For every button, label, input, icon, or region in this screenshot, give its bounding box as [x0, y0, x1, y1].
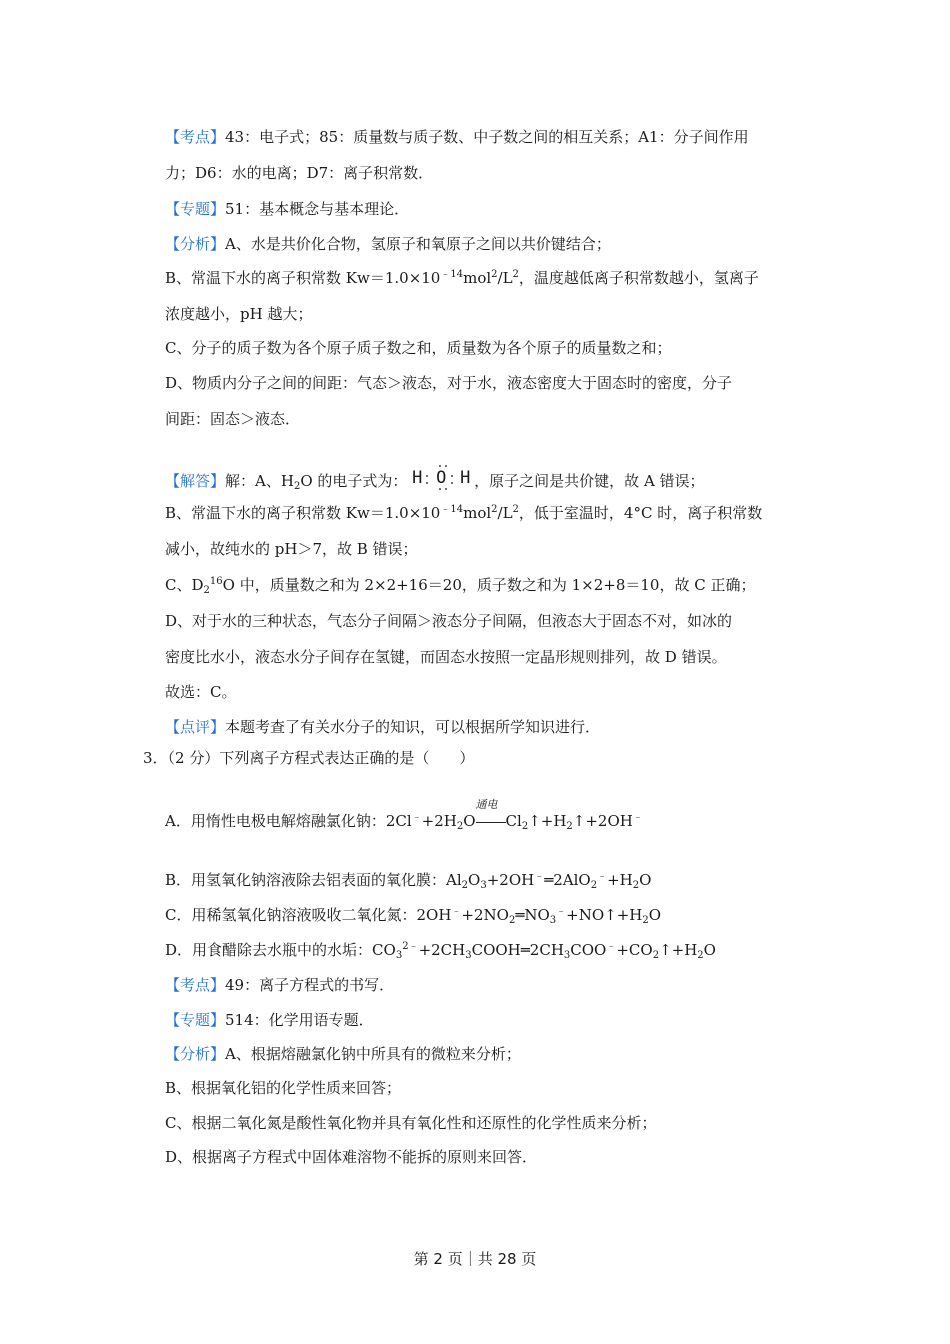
jieda-c-text: C、D	[165, 576, 204, 594]
q3-zhuanti-line	[165, 1010, 374, 1030]
option-b-text: B．用氢氧化钠溶液除去铝表面的氧化膜：Al	[165, 871, 462, 889]
subscript: 2	[456, 821, 464, 832]
subscript: 2	[203, 585, 210, 596]
charge: 2﹣	[402, 941, 419, 952]
exponent: 2	[512, 269, 519, 280]
formula-part: +CO	[616, 941, 653, 959]
q3-fenxi-line-a	[165, 1044, 521, 1064]
formula-part: +2OH	[486, 871, 535, 889]
formula-part: ═2AlO	[544, 871, 591, 889]
zhuanti-text: 51：基本概念与基本理论．	[225, 200, 410, 218]
formula-part: +H	[607, 871, 633, 889]
subscript: 2	[521, 821, 529, 832]
formula-part: O	[648, 906, 662, 924]
fenxi-line-c: C、分子的质子数为各个原子质子数之和，质量数为各个原子的质量数之和；	[165, 339, 672, 357]
jieda-line-b2: 减小，故纯水的 pH＞7，故 B 错误；	[165, 540, 418, 558]
subscript: 3	[480, 880, 487, 891]
subscript: 3	[563, 950, 571, 961]
subscript: 3	[465, 950, 472, 961]
option-c-text: C．用稀氢氧化钠溶液吸收二氧化氮：2OH	[165, 906, 452, 924]
option-d-text: D．用食醋除去水瓶中的水垢：CO	[165, 941, 396, 959]
q3-kaodian-line	[165, 975, 394, 995]
charge: ﹣	[411, 812, 422, 823]
subscript: 2	[590, 880, 598, 891]
jieda-line-d2: 密度比水小，液态水分子间存在氢键，而固态水按照一定晶形规则排列，故 D 错误。	[165, 648, 727, 666]
charge: ﹣	[451, 906, 462, 917]
lewis-h-right: H	[460, 468, 471, 488]
fenxi-line-d2: 间距：固态＞液态．	[165, 410, 301, 428]
jieda-c-tail: O 中，质量数之和为 2×2+16＝20，质子数之和为 1×2+8＝10，故 C 正确；	[222, 576, 756, 594]
charge: ﹣	[534, 871, 545, 882]
subscript: 2	[697, 950, 704, 961]
kaodian-text: 43：电子式；85：质量数与质子数、中子数之间的相互关系；A1：分子间作用	[225, 128, 749, 146]
unit-text: /L	[497, 269, 513, 287]
fenxi-b1-text: B、常温下水的离子积常数 Kw＝1.0×10	[165, 269, 441, 287]
dianping-text: 本题考查了有关水分子的知识，可以根据所学知识进行．	[225, 718, 601, 736]
option-b	[165, 870, 651, 890]
formula-part: COOH═2CH	[471, 941, 564, 959]
unit-text: mol	[463, 504, 492, 522]
formula-part: COO	[570, 941, 607, 959]
jieda-b1-text: B、常温下水的离子积常数 Kw＝1.0×10	[165, 504, 441, 522]
fenxi-line-d1: D、物质内分子之间的间距：气态＞液态，对于水，液态密度大于固态时的密度，分子	[165, 374, 733, 392]
subscript: 3	[549, 915, 557, 926]
formula-part: +2CH	[418, 941, 466, 959]
water-lewis-structure	[412, 467, 474, 491]
fenxi-b1-tail: ，温度越低离子积常数越小，氢离子	[518, 269, 759, 287]
subscript: 2	[293, 481, 301, 492]
formula-part: +2H	[421, 812, 457, 830]
option-a	[165, 798, 643, 832]
question-3-stem: 3．（2 分）下列离子方程式表达正确的是（ ）	[143, 749, 475, 767]
q3-zhuanti-text: 514：化学用语专题．	[225, 1011, 374, 1029]
superscript: 16	[209, 576, 223, 587]
formula-part: ↑+2OH	[572, 812, 633, 830]
subscript: 2	[566, 821, 573, 832]
subscript: 3	[395, 950, 403, 961]
formula-part: +2NO	[461, 906, 509, 924]
condition-label: 通电	[475, 798, 498, 811]
fenxi-a-text: A、水是共价化合物，氢原子和氧原子之间以共价键结合；	[225, 235, 611, 253]
formula-part: ═NO	[515, 906, 550, 924]
formula-part: ↑+H	[528, 812, 567, 830]
q3-fenxi-line-d: D、根据离子方程式中固体难溶物不能拆的原则来回答．	[165, 1148, 538, 1166]
charge: ﹣	[632, 812, 643, 823]
subscript: 2	[642, 915, 649, 926]
jieda-a-text: 解：A、H	[225, 472, 294, 490]
reaction-condition-arrow	[475, 798, 506, 826]
jieda-line-c	[165, 575, 756, 595]
subscript: 2	[461, 880, 469, 891]
kaodian-line-2: 力；D6：水的电离；D7：离子积常数．	[165, 164, 434, 182]
unit-text: /L	[497, 504, 513, 522]
jieda-b1-tail: ，低于室温时，4°C 时，离子积常数	[518, 504, 763, 522]
charge: ﹣	[556, 906, 567, 917]
option-d	[165, 940, 716, 960]
kaodian-tag: 【考点】	[165, 976, 226, 994]
exponent: 2	[491, 269, 498, 280]
fenxi-tag: 【分析】	[165, 1045, 226, 1063]
jieda-tag: 【解答】	[165, 472, 226, 490]
subscript: 2	[652, 950, 660, 961]
dianping-tag: 【点评】	[165, 718, 226, 736]
q3-fenxi-line-b: B、根据氧化铝的化学性质来回答；	[165, 1079, 402, 1097]
q3-fenxi-line-c: C、根据二氧化氮是酸性氧化物并具有氧化性和还原性的化学性质来分析；	[165, 1114, 657, 1132]
guxuan-line: 故选：C。	[165, 683, 237, 701]
formula-part: O	[468, 871, 481, 889]
exponent: 2	[491, 504, 498, 515]
formula-part: O	[639, 871, 652, 889]
zhuanti-tag: 【专题】	[165, 200, 226, 218]
jieda-line-a	[165, 467, 705, 491]
charge: ﹣	[606, 941, 617, 952]
q3-kaodian-text: 49：离子方程式的书写．	[225, 976, 395, 994]
unit-text: mol	[463, 269, 492, 287]
formula-part: O	[463, 812, 476, 830]
exponent: ﹣14	[440, 269, 464, 280]
fenxi-line-b1	[165, 268, 759, 288]
subscript: 2	[508, 915, 516, 926]
lewis-o: O	[436, 468, 447, 488]
q3-fenxi-a-text: A、根据熔融氯化钠中所具有的微粒来分析；	[225, 1045, 521, 1063]
formula-part: +NO↑+H	[566, 906, 643, 924]
charge: ﹣	[597, 871, 608, 882]
fenxi-line-b2: 浓度越小，pH 越大；	[165, 305, 313, 323]
kaodian-line-1	[165, 127, 749, 147]
option-a-text: A．用惰性电极电解熔融氯化钠：2Cl	[165, 812, 412, 830]
formula-part: ↑+H	[659, 941, 698, 959]
jieda-line-d1: D、对于水的三种状态，气态分子间隔＞液态分子间隔，但液态大于固态不对，如冰的	[165, 612, 733, 630]
jieda-line-b1	[165, 503, 762, 523]
zhuanti-tag: 【专题】	[165, 1011, 226, 1029]
lewis-h-left: H	[412, 468, 423, 488]
formula-part: O	[703, 941, 716, 959]
kaodian-tag: 【考点】	[165, 128, 226, 146]
dianping-line	[165, 717, 600, 737]
exponent: 2	[512, 504, 519, 515]
option-c	[165, 905, 661, 925]
subscript: 2	[632, 880, 640, 891]
fenxi-tag: 【分析】	[165, 235, 226, 253]
zhuanti-line	[165, 199, 409, 219]
page-footer: 第 2 页｜共 28 页	[413, 1250, 537, 1268]
fenxi-line-a	[165, 234, 611, 254]
formula-part: Cl	[505, 812, 522, 830]
jieda-a-tail: ，原子之间是共价键，故 A 错误；	[474, 472, 705, 490]
jieda-a-mid: O 的电子式为：	[300, 472, 408, 490]
exponent: ﹣14	[440, 504, 464, 515]
